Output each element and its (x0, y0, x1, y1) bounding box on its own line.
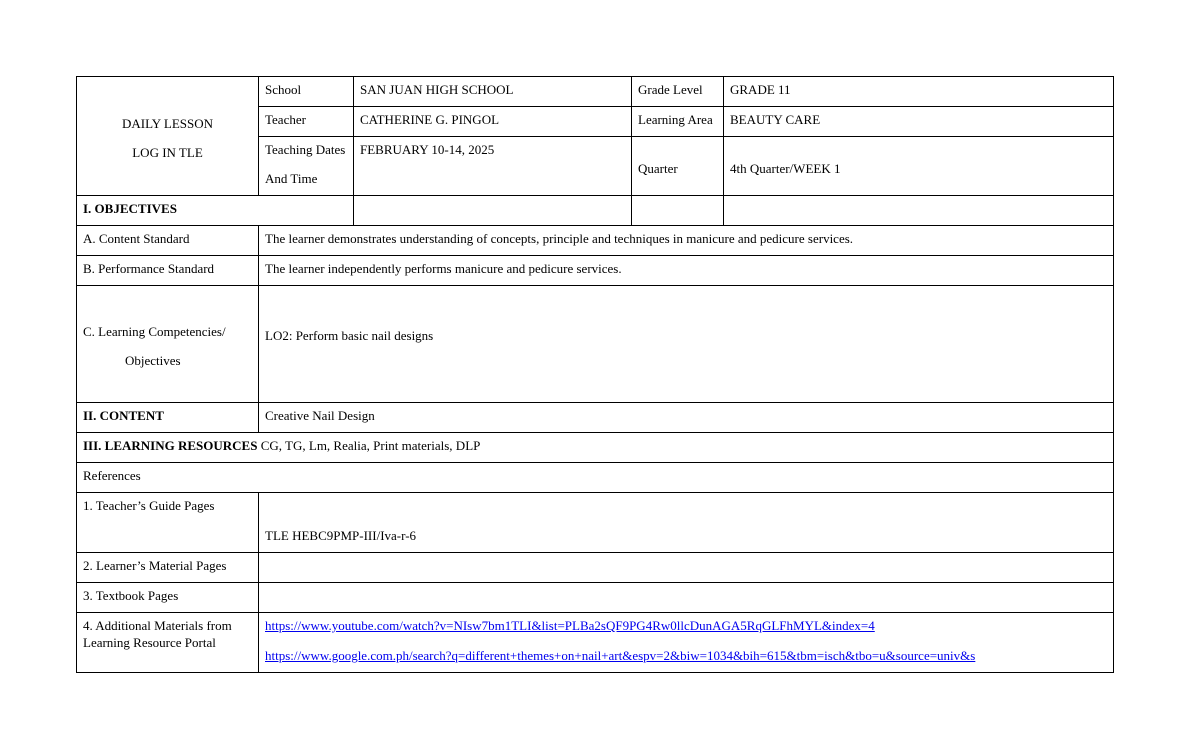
quarter-label: Quarter (632, 137, 724, 196)
teaching-dates-value: FEBRUARY 10-14, 2025 (354, 137, 632, 196)
teacher-label: Teacher (259, 107, 354, 137)
resources-heading-row (77, 433, 1114, 463)
teaching-dates-label-line1: Teaching Dates (265, 142, 346, 157)
references-row (77, 463, 1114, 493)
teachers-guide-value: TLE HEBC9PMP-III/Iva-r-6 (259, 493, 1114, 553)
empty-cell (724, 196, 1114, 226)
additional-materials-label-line1: 4. Additional Materials from (83, 618, 232, 633)
teacher-value: CATHERINE G. PINGOL (354, 107, 632, 137)
competencies-label-line2: Objectives (125, 353, 181, 368)
competencies-value: LO2: Perform basic nail designs (259, 286, 1114, 403)
teachers-guide-label: 1. Teacher’s Guide Pages (77, 493, 259, 553)
content-standard-value: The learner demonstrates understanding of concepts, principle and techniques in manicure and pedicure services. (259, 226, 1114, 256)
additional-materials-label (77, 613, 259, 673)
document-title-line2: LOG IN TLE (132, 145, 203, 160)
teaching-dates-label (259, 137, 354, 196)
school-value: SAN JUAN HIGH SCHOOL (354, 77, 632, 107)
performance-standard-label: B. Performance Standard (77, 256, 259, 286)
grade-level-label: Grade Level (632, 77, 724, 107)
additional-materials-links (259, 613, 1114, 673)
content-heading: II. CONTENT (77, 403, 259, 433)
resources-heading: III. LEARNING RESOURCES (83, 438, 258, 453)
content-row (77, 403, 1114, 433)
content-standard-row (77, 226, 1114, 256)
resources-heading-cell (77, 433, 1114, 463)
objectives-heading-row (77, 196, 1114, 226)
learning-area-value: BEAUTY CARE (724, 107, 1114, 137)
textbook-label: 3. Textbook Pages (77, 583, 259, 613)
empty-cell (354, 196, 632, 226)
content-standard-label: A. Content Standard (77, 226, 259, 256)
learners-material-row (77, 553, 1114, 583)
google-search-link[interactable]: https://www.google.com.ph/search?q=different+themes+on+nail+art&espv=2&biw=1034&bih=615&tbm=isch&tbo=u&source=univ&s (265, 648, 976, 663)
daily-lesson-log-table (76, 76, 1114, 673)
competencies-label (77, 286, 259, 403)
quarter-value: 4th Quarter/WEEK 1 (724, 137, 1114, 196)
performance-standard-value: The learner independently performs manicure and pedicure services. (259, 256, 1114, 286)
content-value: Creative Nail Design (259, 403, 1114, 433)
empty-cell (259, 583, 1114, 613)
empty-cell (632, 196, 724, 226)
grade-level-value: GRADE 11 (724, 77, 1114, 107)
competencies-label-line1: C. Learning Competencies/ (83, 324, 226, 339)
textbook-row (77, 583, 1114, 613)
teaching-dates-label-line2: And Time (265, 171, 318, 186)
additional-materials-label-line2: Learning Resource Portal (83, 635, 216, 650)
resources-list: CG, TG, Lm, Realia, Print materials, DLP (257, 438, 481, 453)
teachers-guide-row (77, 493, 1114, 553)
school-label: School (259, 77, 354, 107)
references-label: References (77, 463, 1114, 493)
additional-materials-row (77, 613, 1114, 673)
competencies-row (77, 286, 1114, 403)
empty-cell (259, 553, 1114, 583)
learners-material-label: 2. Learner’s Material Pages (77, 553, 259, 583)
learning-area-label: Learning Area (632, 107, 724, 137)
document-title-cell (77, 77, 259, 196)
header-row-school (77, 77, 1114, 107)
objectives-heading: I. OBJECTIVES (77, 196, 354, 226)
performance-standard-row (77, 256, 1114, 286)
document-title-line1: DAILY LESSON (121, 116, 214, 131)
youtube-link[interactable]: https://www.youtube.com/watch?v=NIsw7bm1TLI&list=PLBa2sQF9PG4Rw0llcDunAGA5RqGLFhMYL&index=4 (265, 618, 875, 633)
